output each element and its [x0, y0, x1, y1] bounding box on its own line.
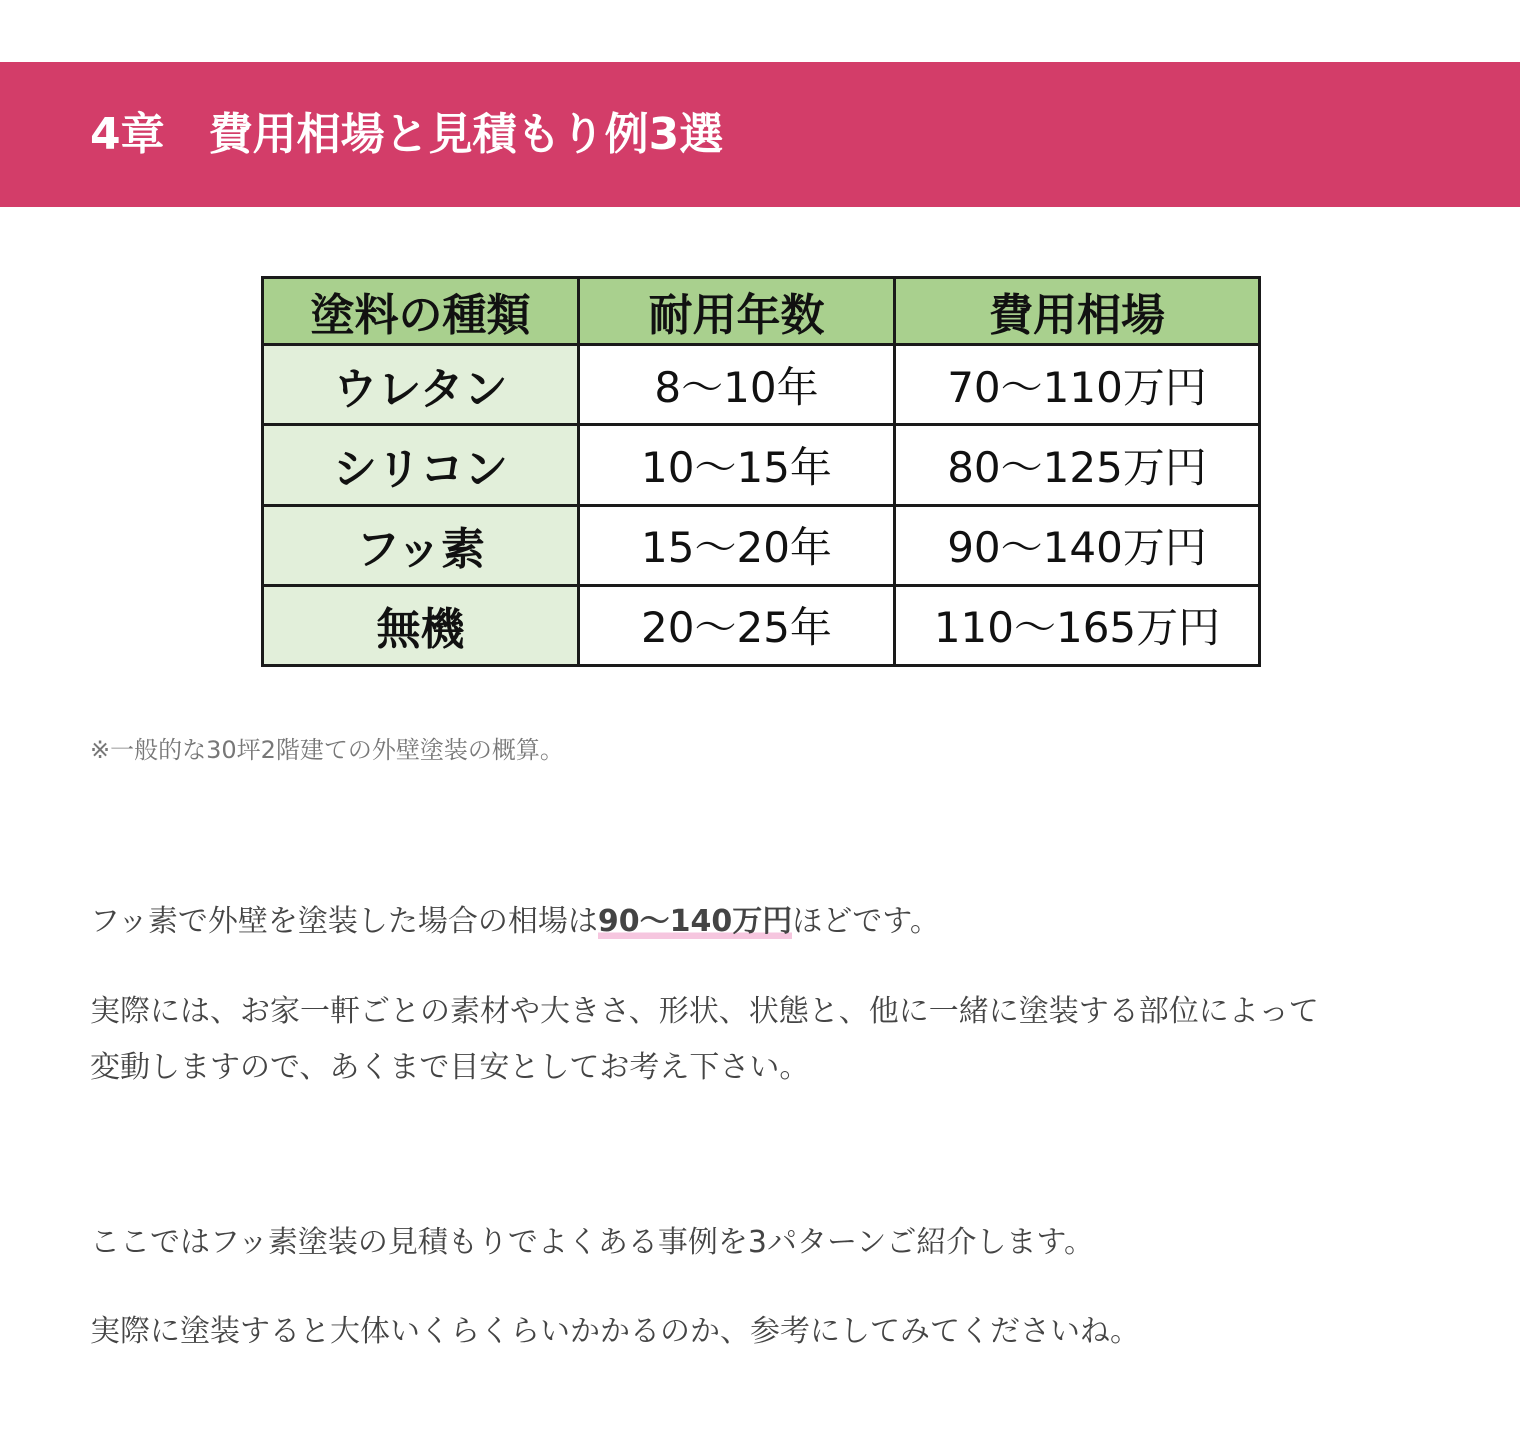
paragraph-disclaimer: [90, 984, 1319, 1096]
table-row: [263, 585, 1260, 665]
durability-cell: 20～25年: [579, 585, 895, 665]
paragraph-price-summary: [90, 894, 940, 950]
paint-type-cell: 無機: [263, 585, 579, 665]
cost-cell: 70～110万円: [895, 345, 1260, 425]
table-header-row: [263, 278, 1260, 345]
header-cost: 費用相場: [895, 278, 1260, 345]
paint-type-cell: ウレタン: [263, 345, 579, 425]
paragraph-line: 実際には、お家一軒ごとの素材や大きさ、形状、状態と、他に一緒に塗装する部位によって: [90, 994, 1319, 1029]
table-row: [263, 345, 1260, 425]
paragraph-text: フッ素で外壁を塗装した場合の相場は: [90, 904, 598, 939]
cost-comparison-table: [261, 276, 1261, 667]
paint-type-cell: フッ素: [263, 505, 579, 585]
table-footnote: ※一般的な30坪2階建ての外壁塗装の概算。: [90, 736, 564, 764]
durability-cell: 10～15年: [579, 425, 895, 505]
paragraph-reference: 実際に塗装すると大体いくらくらいかかるのか、参考にしてみてくださいね。: [90, 1314, 1140, 1349]
chapter-header: [0, 62, 1520, 207]
table-row: [263, 425, 1260, 505]
header-paint-type: 塗料の種類: [263, 278, 579, 345]
header-durability: 耐用年数: [579, 278, 895, 345]
paragraph-intro-examples: ここではフッ素塗装の見積もりでよくある事例を3パターンご紹介します。: [90, 1225, 1094, 1260]
durability-cell: 8～10年: [579, 345, 895, 425]
cost-cell: 110～165万円: [895, 585, 1260, 665]
cost-cell: 90～140万円: [895, 505, 1260, 585]
paragraph-text: ほどです。: [792, 904, 940, 939]
paint-type-cell: シリコン: [263, 425, 579, 505]
highlighted-price: 90～140万円: [597, 904, 793, 939]
paragraph-line: 変動しますので、あくまで目安としてお考え下さい。: [90, 1050, 810, 1085]
table-row: [263, 505, 1260, 585]
chapter-title: 4章 費用相場と見積もり例3選: [90, 109, 724, 160]
cost-cell: 80～125万円: [895, 425, 1260, 505]
durability-cell: 15～20年: [579, 505, 895, 585]
